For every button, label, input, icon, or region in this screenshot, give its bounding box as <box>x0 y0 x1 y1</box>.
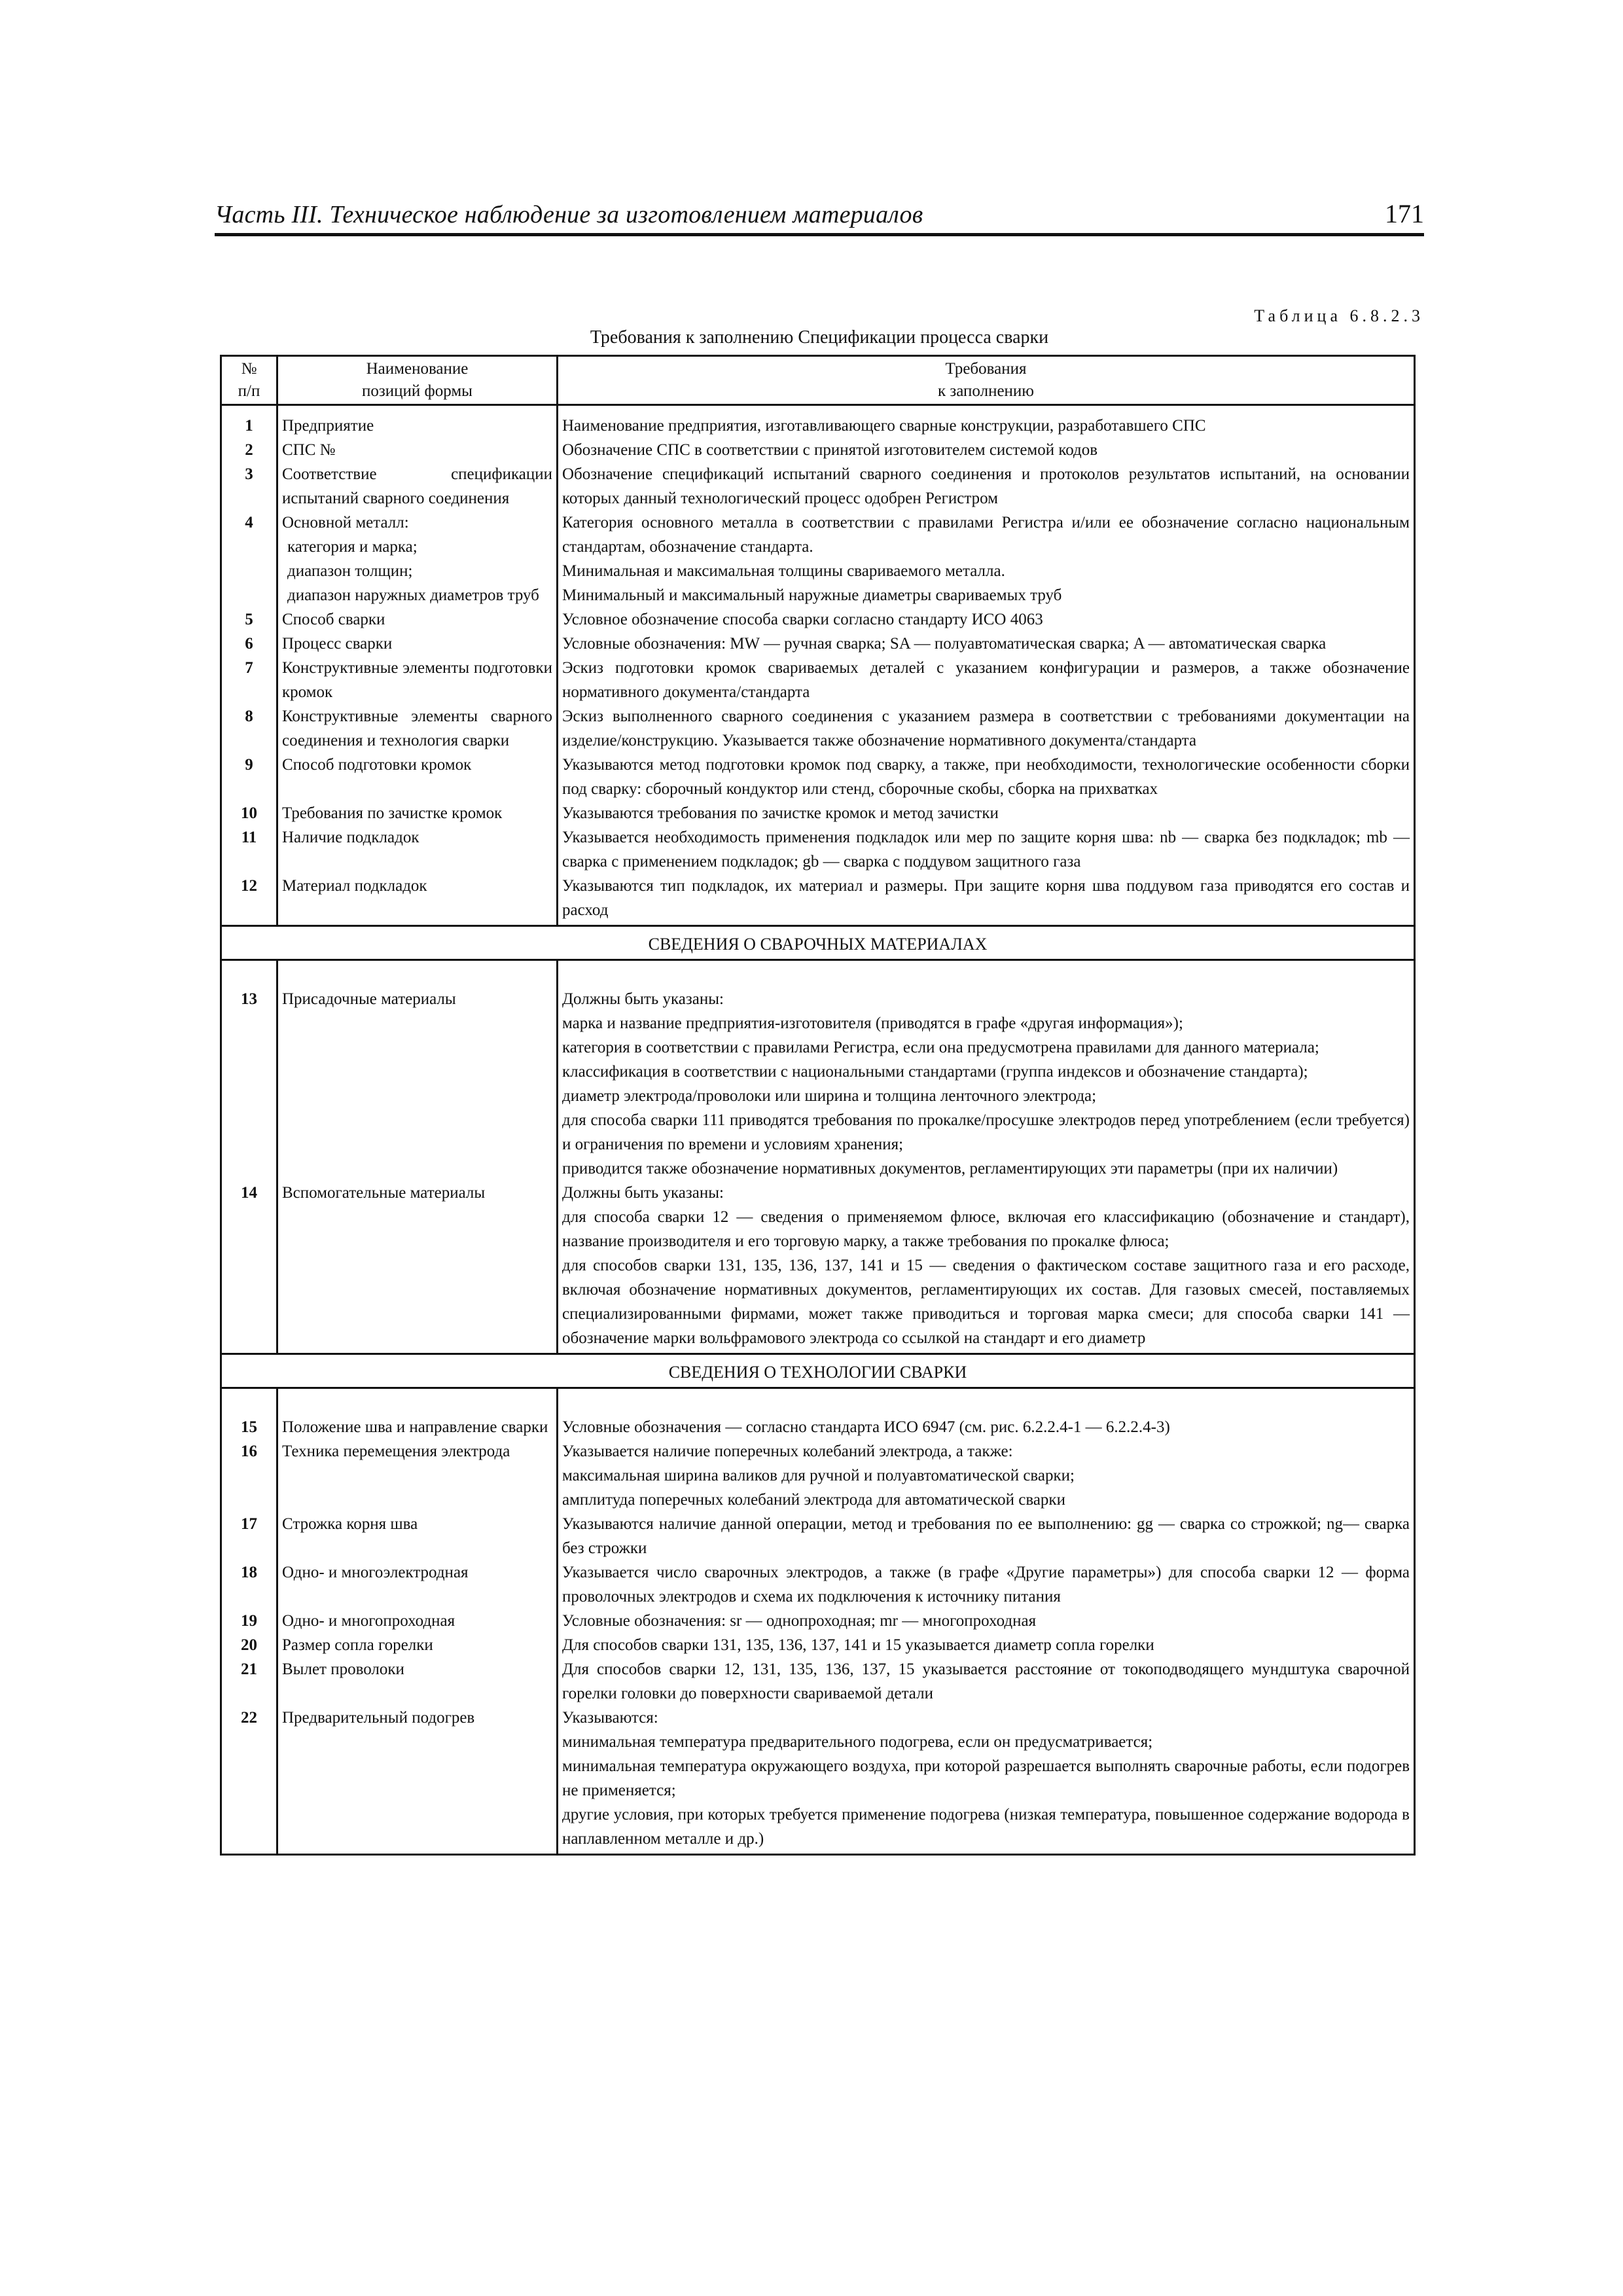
row-item-name <box>277 1560 558 1609</box>
table-body <box>221 405 1415 1855</box>
row-requirement <box>558 1633 1415 1657</box>
item-name-line: Предварительный подогрев <box>282 1709 475 1727</box>
row-number: 19 <box>221 1609 277 1633</box>
running-header <box>215 196 1424 236</box>
row-item-name <box>277 1706 558 1855</box>
row-number: 10 <box>221 801 277 825</box>
item-name-line: СПС № <box>282 441 336 459</box>
column-header-number: № п/п <box>221 356 277 405</box>
table-row <box>221 801 1415 825</box>
requirement-line: Эскиз выполненного сварного соединения с указанием размера в соответствии с требованиями документации на изделие/конструкцию. Указывается также обозначение нормативного документа/стандарта <box>562 708 1410 749</box>
row-item-name <box>277 607 558 632</box>
spacer-row <box>221 1388 1415 1408</box>
table-row <box>221 656 1415 704</box>
item-name-line: Присадочные материалы <box>282 990 456 1008</box>
spacer-cell <box>277 1388 558 1408</box>
requirement-line: Эскиз подготовки кромок свариваемых деталей с указанием конфигурации и размеров, а также обозначение нормативного документа/стандарта <box>562 659 1410 701</box>
row-number: 7 <box>221 656 277 704</box>
table-row <box>221 607 1415 632</box>
row-item-name <box>277 1657 558 1706</box>
requirement-line: Должны быть указаны: <box>562 1184 724 1202</box>
section-row <box>221 926 1415 960</box>
table-row <box>221 405 1415 439</box>
row-requirement <box>558 1439 1415 1512</box>
row-requirement <box>558 405 1415 439</box>
item-name-line: диапазон наружных диаметров труб <box>287 586 539 604</box>
item-name-line: диапазон толщин; <box>287 562 413 580</box>
row-requirement <box>558 801 1415 825</box>
row-item-name <box>277 1609 558 1633</box>
requirement-line: Указываются тип подкладок, их материал и размеры. При защите корня шва поддувом газа приводятся его состав и расход <box>562 877 1410 919</box>
row-number: 9 <box>221 753 277 801</box>
row-item-name <box>277 1633 558 1657</box>
row-requirement <box>558 462 1415 511</box>
requirement-line: Указываются метод подготовки кромок под сварку, а также, при необходимости, технологические особенности сборки под сварку: сборочный кондуктор или стенд, сборочные скобы, сборка на прихватках <box>562 756 1410 798</box>
requirement-line: минимальная температура предварительного подогрева, если он предусматривается; <box>562 1733 1153 1751</box>
row-requirement <box>558 1706 1415 1855</box>
item-name-line: Размер сопла горелки <box>282 1636 433 1654</box>
column-header-name: Наименование позиций формы <box>277 356 558 405</box>
section-heading: СВЕДЕНИЯ О ТЕХНОЛОГИИ СВАРКИ <box>221 1354 1415 1388</box>
row-item-name <box>277 825 558 874</box>
row-number: 6 <box>221 632 277 656</box>
requirement-line: Условное обозначение способа сварки согласно стандарту ИСО 4063 <box>562 611 1043 628</box>
requirement-line: Условные обозначения: MW — ручная сварка; SA — полуавтоматическая сварка; A — автоматическая сварка <box>562 635 1327 653</box>
requirement-line: для способа сварки 12 — сведения о применяемом флюсе, включая его классификацию (обозначение и стандарт), название производителя и его торговую марку, а также требования по прокалке флюса; <box>562 1208 1410 1250</box>
requirement-line: другие условия, при которых требуется применение подогрева (низкая температура, повышенное содержание водорода в наплавленном металле и др.) <box>562 1806 1410 1848</box>
requirement-line: Указываются требования по зачистке кромок и метод зачистки <box>562 804 999 822</box>
spacer-cell <box>221 960 277 980</box>
row-item-name <box>277 1407 558 1439</box>
item-name-line: Конструктивные элементы подготовки кромок <box>282 659 552 701</box>
row-number: 1 <box>221 405 277 439</box>
row-item-name <box>277 1512 558 1560</box>
row-number: 8 <box>221 704 277 753</box>
row-number: 11 <box>221 825 277 874</box>
page-number: 171 <box>1385 199 1424 228</box>
requirement-line: для способов сварки 131, 135, 136, 137, 141 и 15 — сведения о фактическом составе защитного газа и его расходе, включая обозначение нормативных документов, регламентирующих их состав. Для газовых смесей, поставляемых специализированными фирмами, может также приводиться и торговая марка смеси; для способа сварки 141 — обозначение марки вольфрамового электрода со ссылкой на стандарт и его диаметр <box>562 1257 1410 1347</box>
item-name-line: Наличие подкладок <box>282 829 419 846</box>
table-row <box>221 632 1415 656</box>
table-row <box>221 1706 1415 1855</box>
requirement-line: Условные обозначения: sr — однопроходная; mr — многопроходная <box>562 1612 1037 1630</box>
row-number: 5 <box>221 607 277 632</box>
row-requirement <box>558 874 1415 926</box>
requirement-line: амплитуда поперечных колебаний электрода для автоматической сварки <box>562 1491 1065 1509</box>
requirement-line: Условные обозначения — согласно стандарта ИСО 6947 (см. рис. 6.2.2.4-1 — 6.2.2.4-3) <box>562 1418 1170 1436</box>
item-name-line: Способ подготовки кромок <box>282 756 472 774</box>
table-row <box>221 1560 1415 1609</box>
item-name-line: Конструктивные элементы сварного соединения и технология сварки <box>282 708 552 749</box>
item-name-line: Одно- и многопроходная <box>282 1612 455 1630</box>
row-requirement <box>558 632 1415 656</box>
row-number: 22 <box>221 1706 277 1855</box>
row-requirement <box>558 979 1415 1181</box>
row-item-name <box>277 511 558 607</box>
row-item-name <box>277 632 558 656</box>
row-item-name <box>277 753 558 801</box>
row-number: 16 <box>221 1439 277 1512</box>
table-row <box>221 1439 1415 1512</box>
table-header-row <box>221 356 1415 405</box>
requirement-line: минимальная температура окружающего воздуха, при которой разрешается выполнять сварочные работы, если подогрев не применяется; <box>562 1757 1410 1799</box>
requirement-line: Обозначение СПС в соответствии с принятой изготовителем системой кодов <box>562 441 1098 459</box>
row-requirement <box>558 825 1415 874</box>
requirement-line: диаметр электрода/проволоки или ширина и толщина ленточного электрода; <box>562 1087 1097 1105</box>
requirements-table <box>220 355 1416 1856</box>
item-name-line: Способ сварки <box>282 611 385 628</box>
row-number: 20 <box>221 1633 277 1657</box>
row-number: 18 <box>221 1560 277 1609</box>
row-item-name <box>277 979 558 1181</box>
row-requirement <box>558 1407 1415 1439</box>
requirement-line: Для способов сварки 12, 131, 135, 136, 137, 15 указывается расстояние от токоподводящего мундштука сварочной горелки головки до поверхности свариваемой детали <box>562 1660 1410 1702</box>
item-name-line: Положение шва и направление сварки <box>282 1418 548 1436</box>
row-item-name <box>277 801 558 825</box>
item-name-line: Предприятие <box>282 417 374 435</box>
requirement-line: Указывается необходимость применения подкладок или мер по защите корня шва: nb — сварка без подкладок; mb — сварка с применением подкладок; gb — сварка с поддувом защитного газа <box>562 829 1410 870</box>
row-number: 14 <box>221 1181 277 1354</box>
requirement-line: максимальная ширина валиков для ручной и полуавтоматической сварки; <box>562 1467 1075 1484</box>
row-number: 2 <box>221 438 277 462</box>
item-name-line: Основной металл: <box>282 514 409 531</box>
row-item-name <box>277 1439 558 1512</box>
requirement-line: Указываются наличие данной операции, метод и требования по ее выполнению: gg — сварка со строжкой; ng— сварка без строжки <box>562 1515 1410 1557</box>
row-requirement <box>558 704 1415 753</box>
row-item-name <box>277 704 558 753</box>
item-name-line: Материал подкладок <box>282 877 427 895</box>
row-requirement <box>558 1609 1415 1633</box>
spacer-cell <box>277 960 558 980</box>
requirement-line: Категория основного металла в соответствии с правилами Регистра и/или ее обозначение согласно национальным стандартам, обозначение стандарта. <box>562 514 1410 556</box>
row-number: 17 <box>221 1512 277 1560</box>
row-item-name <box>277 656 558 704</box>
row-number: 13 <box>221 979 277 1181</box>
item-name-line: Требования по зачистке кромок <box>282 804 503 822</box>
table-row <box>221 1181 1415 1354</box>
row-requirement <box>558 438 1415 462</box>
table-row <box>221 1512 1415 1560</box>
requirement-line: Наименование предприятия, изготавливающего сварные конструкции, разработавшего СПС <box>562 417 1206 435</box>
row-item-name <box>277 1181 558 1354</box>
row-item-name <box>277 405 558 439</box>
item-name-line: Строжка корня шва <box>282 1515 418 1533</box>
row-requirement <box>558 753 1415 801</box>
requirement-line: Указывается число сварочных электродов, а также (в графе «Другие параметры») для способа сварки 12 — форма проволочных электродов и схема их подключения к источнику питания <box>562 1564 1410 1605</box>
table-row <box>221 1657 1415 1706</box>
row-requirement <box>558 1560 1415 1609</box>
spacer-cell <box>558 960 1415 980</box>
table-row <box>221 462 1415 511</box>
requirement-line: классификация в соответствии с национальными стандартами (группа индексов и обозначение стандарта); <box>562 1063 1308 1081</box>
row-number: 12 <box>221 874 277 926</box>
row-number: 15 <box>221 1407 277 1439</box>
row-requirement <box>558 607 1415 632</box>
row-number: 21 <box>221 1657 277 1706</box>
section-row <box>221 1354 1415 1388</box>
item-name-line: Вспомогательные материалы <box>282 1184 486 1202</box>
row-requirement <box>558 656 1415 704</box>
row-requirement <box>558 1512 1415 1560</box>
requirement-line: Должны быть указаны: <box>562 990 724 1008</box>
requirement-line: марка и название предприятия-изготовителя (приводятся в графе «другая информация»); <box>562 1014 1183 1032</box>
table-row <box>221 874 1415 926</box>
table-row <box>221 511 1415 607</box>
item-name-line: Одно- и многоэлектродная <box>282 1564 469 1581</box>
item-name-line: Процесс сварки <box>282 635 393 653</box>
table-row <box>221 1407 1415 1439</box>
row-requirement <box>558 1181 1415 1354</box>
table-row <box>221 753 1415 801</box>
row-requirement <box>558 511 1415 607</box>
requirement-line: для способа сварки 111 приводятся требования по прокалке/просушке электродов перед употреблением (если требуется) и ограничения по времени и условиям хранения; <box>562 1111 1410 1153</box>
column-header-requirements: Требования к заполнению <box>558 356 1415 405</box>
requirement-line: приводится также обозначение нормативных документов, регламентирующих эти параметры (при их наличии) <box>562 1160 1338 1177</box>
spacer-cell <box>221 1388 277 1408</box>
row-number: 3 <box>221 462 277 511</box>
row-item-name <box>277 874 558 926</box>
table-row <box>221 825 1415 874</box>
spacer-row <box>221 960 1415 980</box>
row-requirement <box>558 1657 1415 1706</box>
requirement-line: категория в соответствии с правилами Регистра, если она предусмотрена правилами для данного материала; <box>562 1039 1319 1056</box>
requirement-line: Обозначение спецификаций испытаний сварного соединения и протоколов результатов испытаний, на основании которых данный технологический процесс одобрен Регистром <box>562 465 1410 507</box>
table-title: Требования к заполнению Спецификации процесса сварки <box>590 327 1049 348</box>
table-row <box>221 1633 1415 1657</box>
requirement-line: Указывается наличие поперечных колебаний электрода, а также: <box>562 1443 1013 1460</box>
item-name-line: Соответствие спецификации испытаний сварного соединения <box>282 465 552 507</box>
running-header-title: Часть III. Техническое наблюдение за изготовлением материалов <box>215 201 923 228</box>
table-row <box>221 979 1415 1181</box>
table-label: Таблица 6.8.2.3 <box>1254 306 1424 325</box>
row-item-name <box>277 462 558 511</box>
requirement-line: Минимальная и максимальная толщины свариваемого металла. <box>562 562 1005 580</box>
item-name-line: Техника перемещения электрода <box>282 1443 510 1460</box>
requirement-line: Минимальный и максимальный наружные диаметры свариваемых труб <box>562 586 1062 604</box>
row-number: 4 <box>221 511 277 607</box>
spacer-cell <box>558 1388 1415 1408</box>
table-row <box>221 1609 1415 1633</box>
section-heading: СВЕДЕНИЯ О СВАРОЧНЫХ МАТЕРИАЛАХ <box>221 926 1415 960</box>
item-name-line: категория и марка; <box>287 538 418 556</box>
item-name-line: Вылет проволоки <box>282 1660 404 1678</box>
table-row <box>221 438 1415 462</box>
requirement-line: Для способов сварки 131, 135, 136, 137, 141 и 15 указывается диаметр сопла горелки <box>562 1636 1154 1654</box>
row-item-name <box>277 438 558 462</box>
requirement-line: Указываются: <box>562 1709 658 1727</box>
table-row <box>221 704 1415 753</box>
